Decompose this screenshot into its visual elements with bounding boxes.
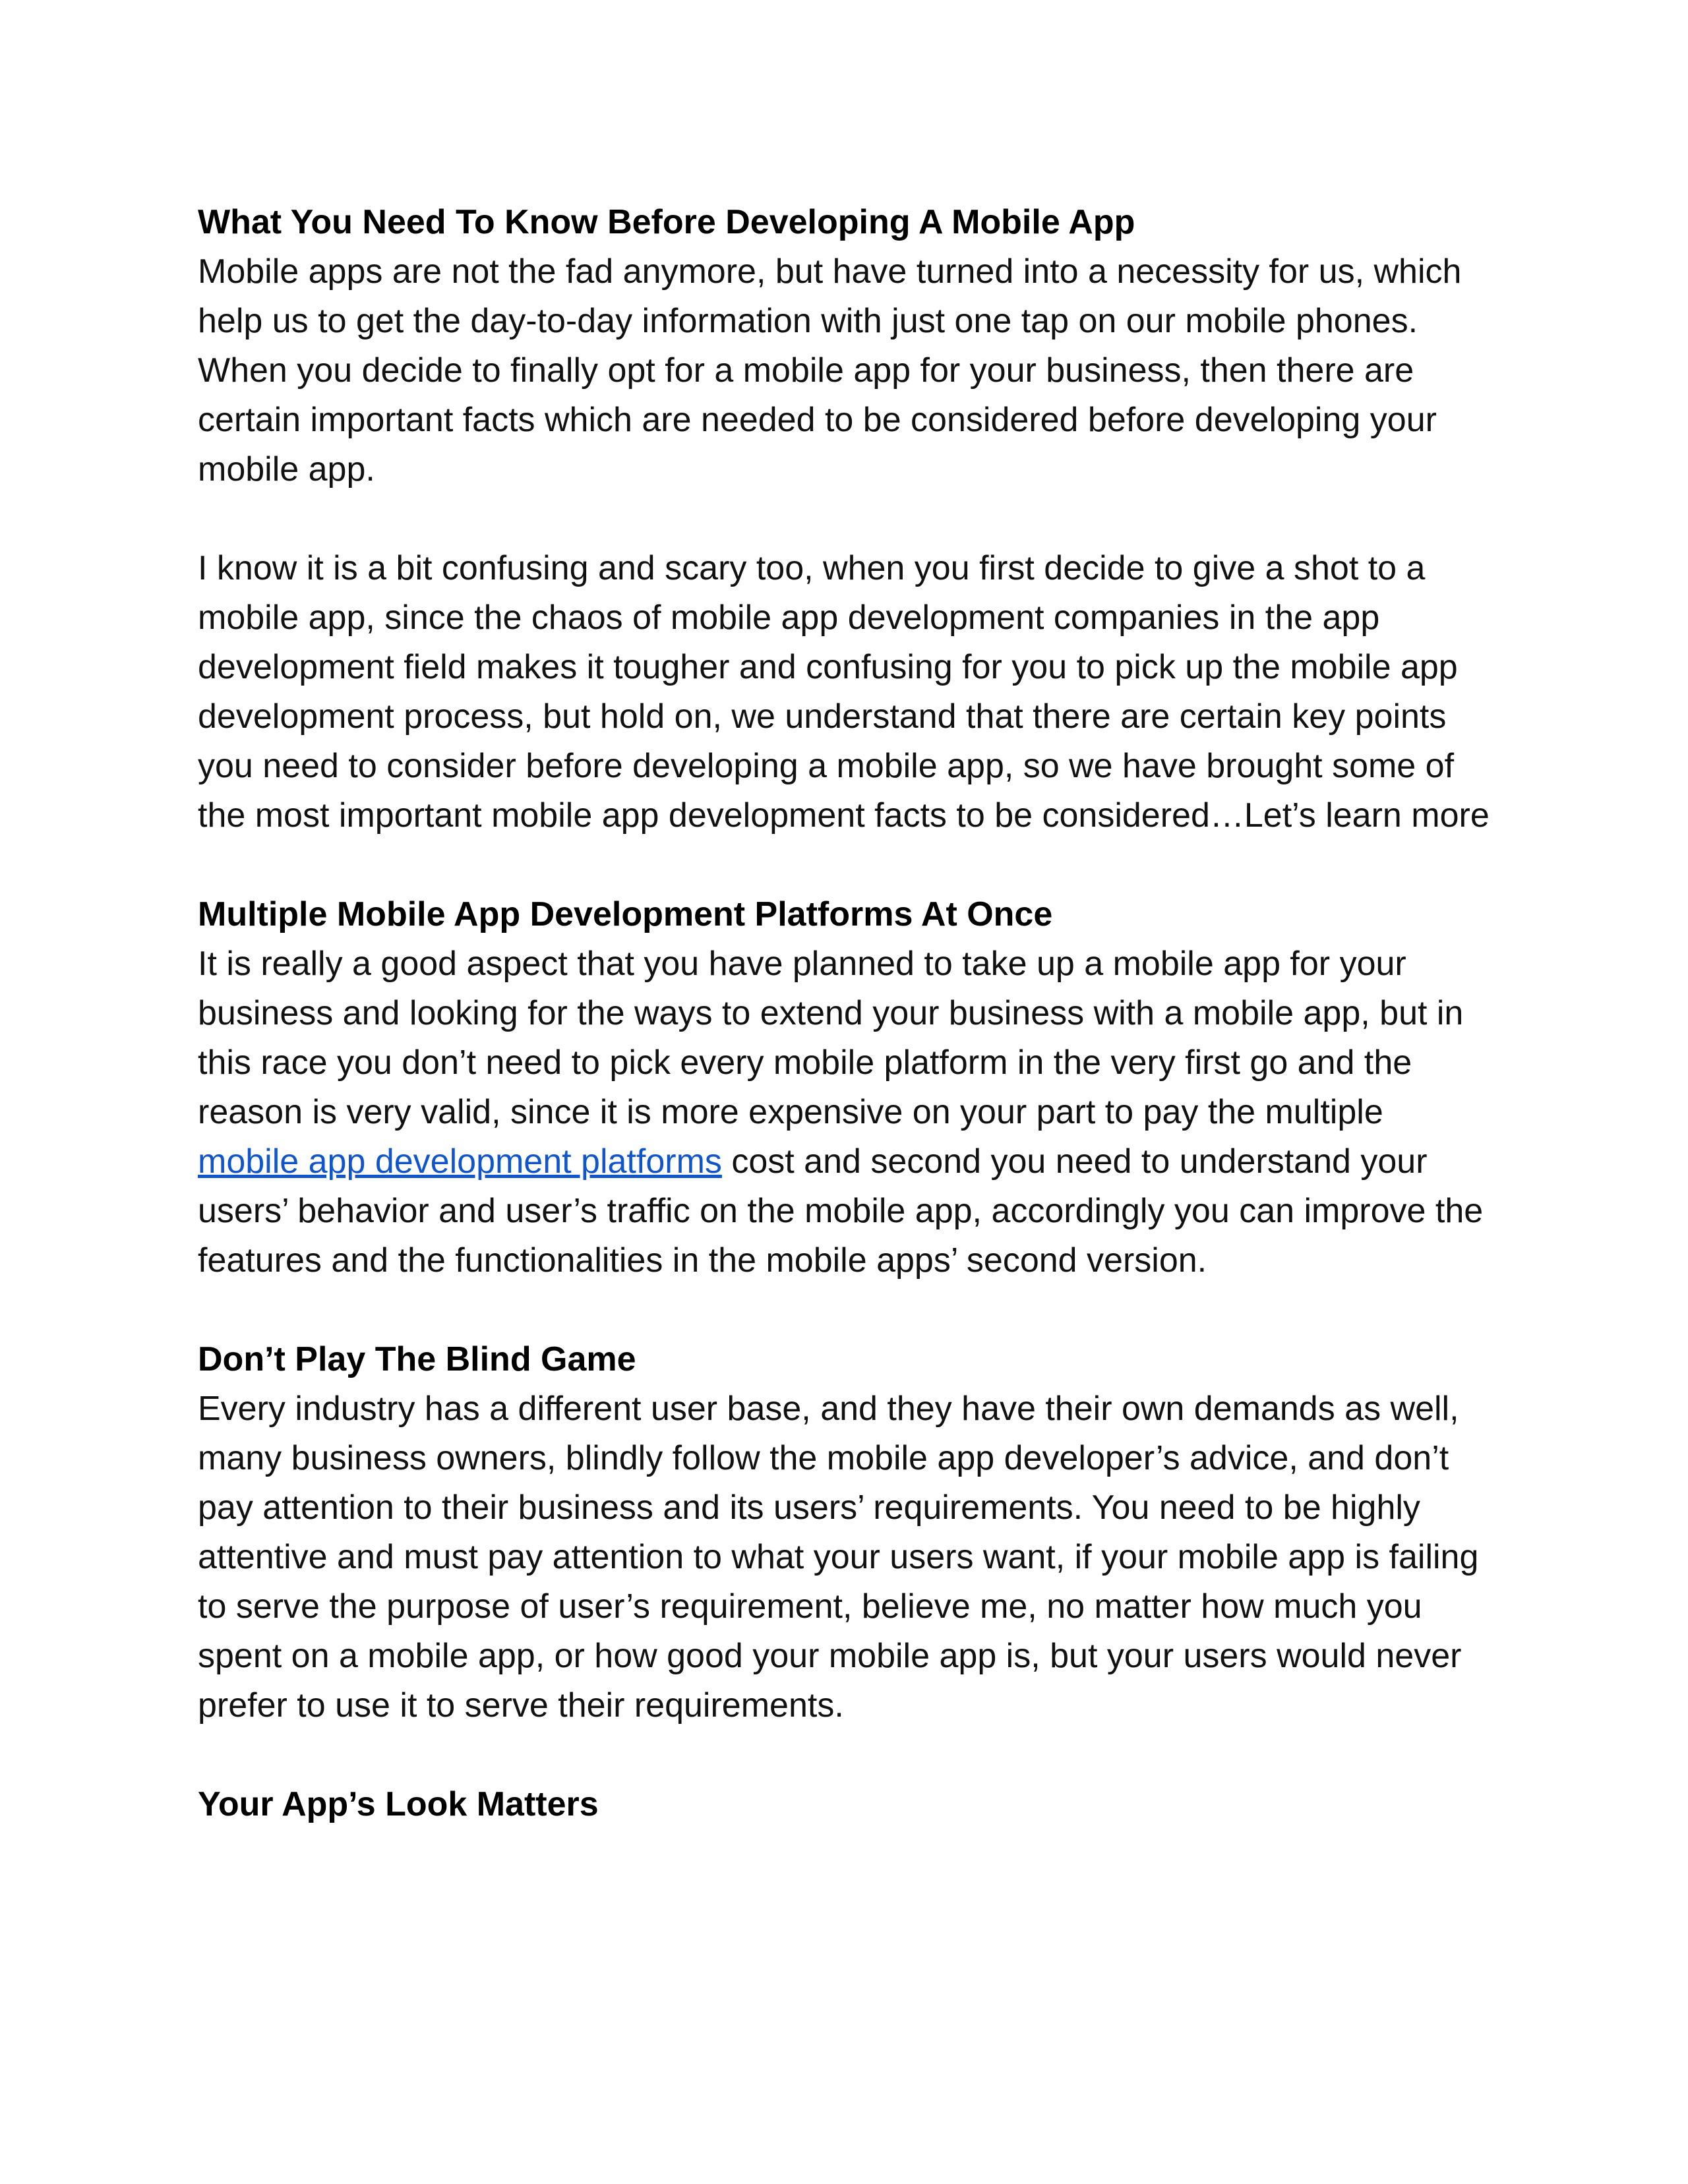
document-page <box>198 198 1490 1829</box>
section-heading: Your App’s Look Matters <box>198 1785 599 1823</box>
section-multiple-platforms <box>198 890 1490 1285</box>
section-blind-game <box>198 1335 1490 1730</box>
section-intro <box>198 198 1490 494</box>
section-heading: Multiple Mobile App Development Platforms At Once <box>198 895 1053 933</box>
mobile-app-development-platforms-link[interactable]: mobile app development platforms <box>198 1142 722 1181</box>
body-paragraph-with-link <box>198 939 1490 1285</box>
body-paragraph: I know it is a bit confusing and scary too, when you first decide to give a shot to a mobile app, since the chaos of mobile app development companies in the app development field makes it tougher and confusing for you to pick up the mobile app development process, but hold on, we understand that there are certain key points you need to consider before developing a mobile app, so we have brought some of the most important mobile app development facts to be considered…Let’s learn more <box>198 549 1490 835</box>
section-confusion <box>198 544 1490 841</box>
body-paragraph: Mobile apps are not the fad anymore, but have turned into a necessity for us, which help us to get the day-to-day information with just one tap on our mobile phones. When you decide to finally opt for a mobile app for your business, then there are certain important facts which are needed to be considered before developing your mobile app. <box>198 252 1462 488</box>
section-heading: What You Need To Know Before Developing A Mobile App <box>198 203 1135 241</box>
section-heading: Don’t Play The Blind Game <box>198 1340 636 1378</box>
paragraph-text-before-link: It is really a good aspect that you have planned to take up a mobile app for your business and looking for the ways to extend your business with a mobile app, but in this race you don’t need to pick every mobile platform in the very first go and the reason is very valid, since it is more expensive on your part to pay the multiple <box>198 945 1464 1131</box>
section-app-look <box>198 1780 1490 1829</box>
body-paragraph: Every industry has a different user base, and they have their own demands as well, many business owners, blindly follow the mobile app developer’s advice, and don’t pay attention to their business and its users’ requirements. You need to be highly attentive and must pay attention to what your users want, if your mobile app is failing to serve the purpose of user’s requirement, believe me, no matter how much you spent on a mobile app, or how good your mobile app is, but your users would never prefer to use it to serve their requirements. <box>198 1390 1479 1725</box>
paragraph-text-after-link: cost and second you need to understand your users’ behavior and user’s traffic on the mobile app, accordingly you can improve the features and the functionalities in the mobile apps’ second version. <box>198 1142 1484 1280</box>
